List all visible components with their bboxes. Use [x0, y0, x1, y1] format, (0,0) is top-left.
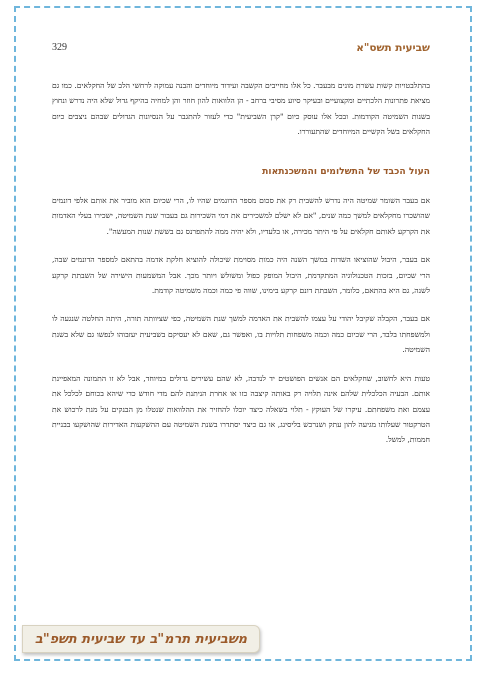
intro-paragraph: בהתלבטויות קשות עשרת מונים מבעבר. כל אלו מחייבים הקשבה ועידוד מיוחדים והבנה עמוקה לרחשי הלב של החקלאים. כמו גם מציאת פתרונות הלכתיים ומקצועיים ובעיקר סיוע מסיבי ברחב - הן הלוואות להון חוזר והן למחיה בהיקף גדול שלא היה נדרש ונחוץ בשנות השמיטה הקודמות. ובכל אלו עוסק כיום "קרן השביעית" כדי לעזור להתגבר על הנסיונות הגדולים שבהם ניצבים כיום החקלאים בשל הקשיים המיוחדים שהתעוררו.: [52, 81, 430, 137]
section-paragraph-1: אם בעבר השומר שמיטה היה נדרש להשבית רק את סכום מספר הדונמים שהיו לו, הרי שכיום הוא מוביר את אותם אלפי דונמים שהושכרו מחקלאים למשך כמה שנים, "אם לא ישלם למשכירים את דמי השכירות גם בעבור שנת השמיטה, ישכירו בעלי האדמות את הקרקע לאותם חקלאים על פי היתר מכירה, או בלעדיו, ולא יהיה ממה להתפרנס גם בששת שנות המעשה".: [52, 196, 430, 236]
page-number: 329: [52, 42, 67, 53]
frame-right-border: [470, 6, 472, 661]
section-heading: העול הכבד של התשלומים והמשכנתאות: [262, 165, 430, 177]
frame-bottom-border: [14, 659, 472, 661]
page-header: [52, 42, 430, 58]
section-paragraph-2: אם בעבר, היבול שהוציאו השדות במשך השנה היה כמות מסוימת שיכולה להוציא חלקת אדמה בהתאם למספר הדונמים שבה, הרי שכיום, בזכות הטכנולוגיה המתקדמת, היבול המופק כפול ומשולש ויותר מכך. אבל המשמעות הישירה של השבתת קרקע לשנה, גם היא בהתאם, כלומר, השבתת דונם קרקע בימינו, שווה פי כמה וכמה משמיטה קודמת.: [52, 255, 430, 296]
frame-left-border: [14, 6, 16, 661]
section-paragraph-4: טעות היא לחשוב, שחקלאים הם אנשים הפושטים יד לנדבה, לא שהם עשירים גדולים במיוחד, אבל לא זו התמונה המאפיינת אותם. הבעיה הכלכלית שלהם אינה תלויה רק באותה קיצבה כזו או אחרת הניתנת להם מדי חודש כדי שיהא בכוחם לכלכל את עצמם ואת משפחתם. עיקרו של העוקץ - תלוי בשאלה כיצד יוכלו להחזיר את ההלוואות שנטלו מן הבנקים על מנת לרכוש את הטרקטור שעלותו מגיעה להון עתק ושנרכש בליסינג, או גם כיצד יסתדרו בשנת השמיטה עם ההשקעות האדירות שהושקעו בבניית חממות, למשל.: [52, 373, 430, 445]
page-content: [52, 78, 430, 461]
footer-banner-text: משביעית תרמ"ב עד שביעית תשפ"ב: [34, 631, 248, 647]
footer-banner: [22, 625, 260, 653]
running-title: שביעית תשס"א: [356, 42, 430, 54]
frame-top-border: [14, 6, 472, 8]
section-paragraph-3: אם בעבר, הקבלה שקיבל יהודי על עצמו להשבית את האדמה למשך שנת השמיטה, כפי שציוותה תורה, היתה החלטה שנגעה לו ולמשפחתו בלבד, הרי שכיום כמה וכמה משפחות תלויות בו, ואפשר גם, שאם לא יעסיקם בשביעית יעזבוהו לנפשו גם שלא בשנת השמיטה.: [52, 314, 430, 355]
